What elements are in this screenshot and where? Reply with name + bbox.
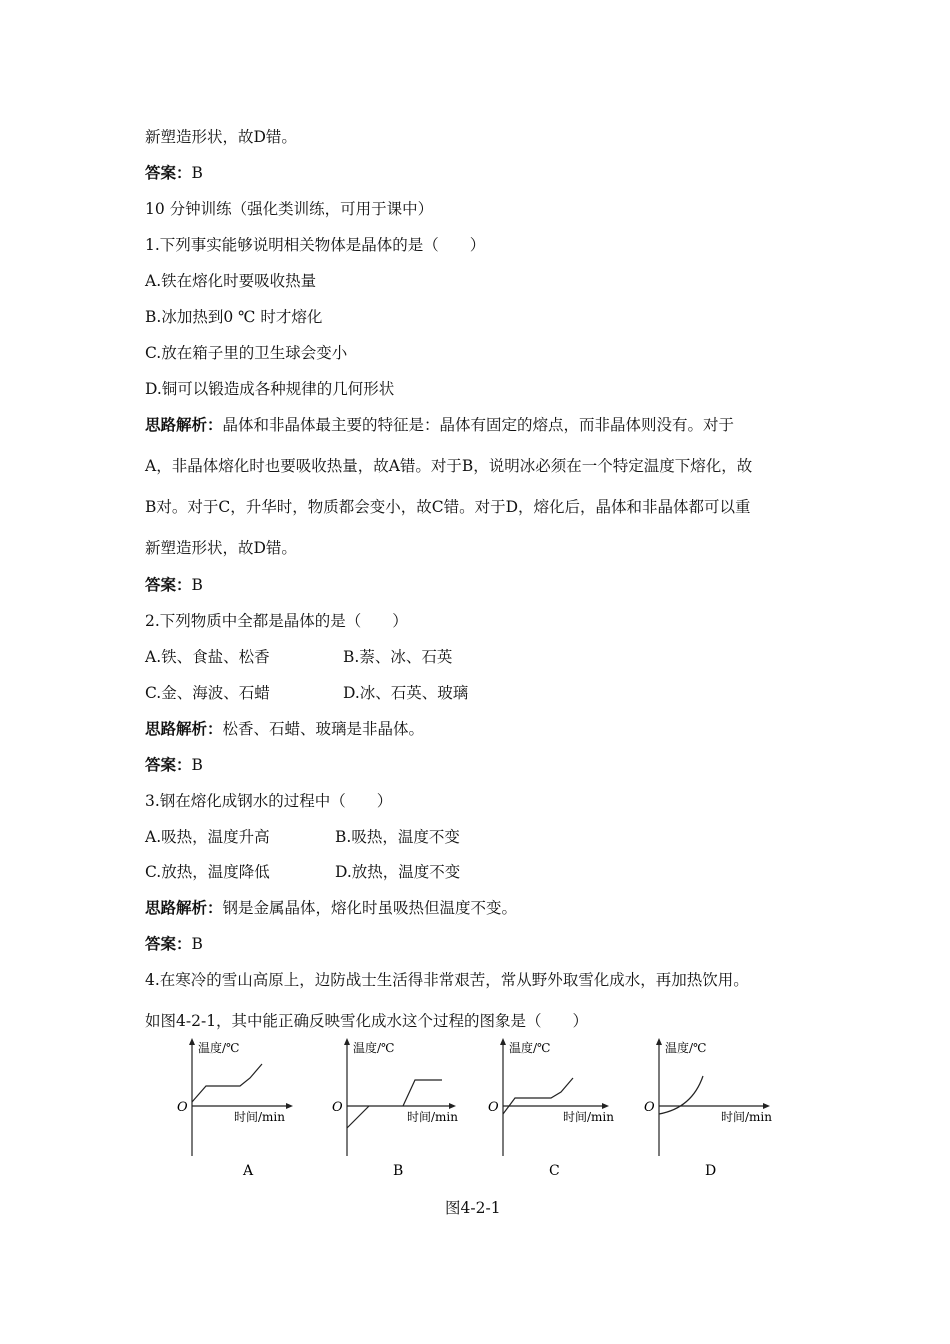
panel-label-a: A	[243, 1163, 254, 1179]
origin-label: O	[644, 1100, 655, 1115]
analysis-text: 松香、石蜡、玻璃是非晶体。	[222, 720, 425, 738]
graph-panel-a	[170, 1036, 320, 1186]
q2-options-cd	[145, 683, 645, 703]
figure-caption: 图4-2-1	[445, 1199, 501, 1217]
panel-label-c: C	[549, 1163, 560, 1179]
answer-value: B	[191, 164, 203, 182]
panel-label-d: D	[705, 1163, 717, 1179]
q1-option-b: B.冰加热到0 ℃ 时才熔化	[145, 308, 323, 326]
answer-value: B	[191, 576, 203, 594]
answer-label: 答案：	[145, 575, 192, 594]
q3-option-d: D.放热，温度不变	[335, 863, 461, 881]
q3-options-ab	[145, 827, 645, 847]
graph-panel-c	[481, 1036, 631, 1186]
q4-stem-2: 如图4-2-1，其中能正确反映雪化成水这个过程的图象是（ ）	[145, 1012, 589, 1030]
y-axis-label: 温度/℃	[509, 1041, 551, 1055]
analysis-label: 思路解析：	[145, 415, 223, 434]
figure-4-2-1	[170, 1036, 790, 1186]
q1-answer	[145, 575, 203, 595]
x-axis-label: 时间/min	[721, 1110, 772, 1124]
graph-panel-d	[637, 1036, 787, 1186]
q3-option-c: C.放热，温度降低	[145, 863, 270, 881]
x-axis-label: 时间/min	[234, 1110, 285, 1124]
q1-analysis-2: A，非晶体熔化时也要吸收热量，故A错。对于B，说明冰必须在一个特定温度下熔化，故	[145, 457, 753, 475]
origin-label: O	[177, 1100, 188, 1115]
q2-analysis	[145, 719, 424, 739]
y-axis-label: 温度/℃	[353, 1041, 395, 1055]
q3-answer	[145, 934, 203, 954]
q1-option-a: A.铁在熔化时要吸收热量	[145, 272, 317, 290]
q2-stem: 2.下列物质中全都是晶体的是（ ）	[145, 612, 408, 630]
answer-value: B	[191, 756, 203, 774]
q2-option-d: D.冰、石英、玻璃	[343, 684, 469, 702]
q1-stem: 1.下列事实能够说明相关物体是晶体的是（ ）	[145, 236, 486, 254]
answer-label: 答案：	[145, 163, 192, 182]
y-axis-label: 温度/℃	[198, 1041, 240, 1055]
q3-options-cd	[145, 862, 645, 882]
q1-analysis-4: 新塑造形状，故D错。	[145, 539, 297, 557]
section-heading: 10 分钟训练（强化类训练，可用于课中）	[145, 200, 434, 218]
q1-analysis-3: B对。对于C，升华时，物质都会变小，故C错。对于D，熔化后，晶体和非晶体都可以重	[145, 498, 751, 516]
answer-label: 答案：	[145, 755, 192, 774]
graph-panel-b	[325, 1036, 475, 1186]
q2-answer	[145, 755, 203, 775]
y-axis-label: 温度/℃	[665, 1041, 707, 1055]
analysis-text: 钢是金属晶体，熔化时虽吸热但温度不变。	[222, 899, 518, 917]
x-axis-label: 时间/min	[407, 1110, 458, 1124]
text-line: 新塑造形状，故D错。	[145, 128, 297, 146]
q2-option-c: C.金、海波、石蜡	[145, 684, 270, 702]
answer-line	[145, 163, 203, 183]
panel-label-b: B	[393, 1163, 404, 1179]
q3-option-b: B.吸热，温度不变	[335, 828, 460, 846]
q2-option-b: B.萘、冰、石英	[343, 648, 453, 666]
q2-options-ab	[145, 647, 645, 667]
answer-value: B	[191, 935, 203, 953]
q3-stem: 3.钢在熔化成钢水的过程中（ ）	[145, 792, 393, 810]
origin-label: O	[332, 1100, 343, 1115]
answer-label: 答案：	[145, 934, 192, 953]
analysis-text: 晶体和非晶体最主要的特征是：晶体有固定的熔点，而非晶体则没有。对于	[222, 416, 735, 434]
q3-option-a: A.吸热，温度升高	[145, 828, 270, 846]
origin-label: O	[488, 1100, 499, 1115]
analysis-label: 思路解析：	[145, 898, 223, 917]
q1-option-d: D.铜可以锻造成各种规律的几何形状	[145, 380, 395, 398]
x-axis-label: 时间/min	[563, 1110, 614, 1124]
q2-option-a: A.铁、食盐、松香	[145, 648, 270, 666]
q3-analysis	[145, 898, 517, 918]
analysis-label: 思路解析：	[145, 719, 223, 738]
q1-analysis-1	[145, 415, 734, 435]
q4-stem-1: 4.在寒冷的雪山高原上，边防战士生活得非常艰苦，常从野外取雪化成水，再加热饮用。	[145, 971, 749, 989]
q1-option-c: C.放在箱子里的卫生球会变小	[145, 344, 348, 362]
